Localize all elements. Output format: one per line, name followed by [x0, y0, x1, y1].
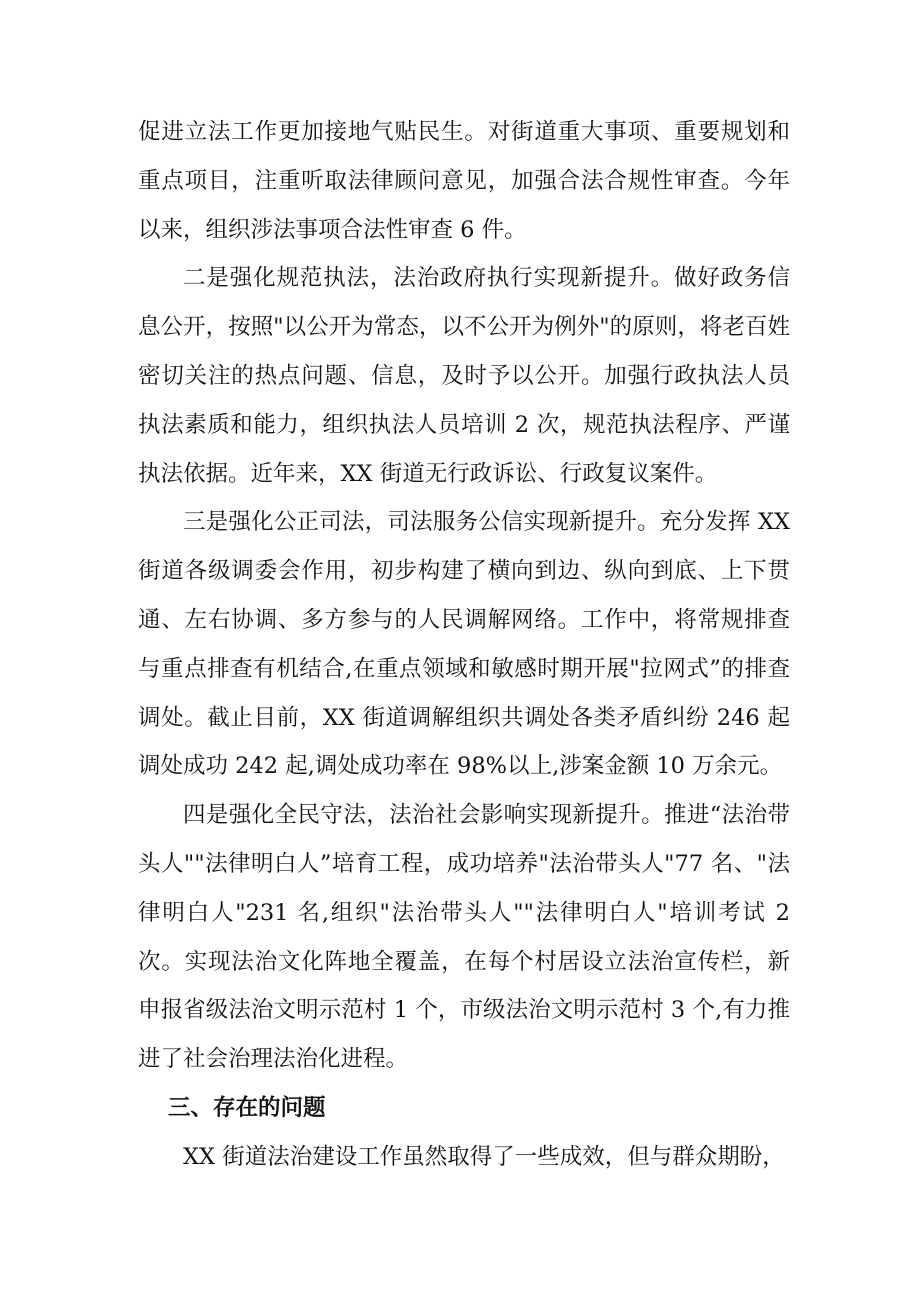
paragraph-law-enforcement: 二是强化规范执法，法治政府执行实现新提升。做好政务信息公开，按照"以公开为常态，以不公开为例外"的原则，将老百姓密切关注的热点问题、信息，及时予以公开。加强行政执法人员执法素质和能力，组织执法人员培训 2 次，规范执法程序、严谨执法依据。近年来，XX 街道无行政诉讼、行政复议案件。: [138, 265, 790, 487]
document-body: [138, 108, 790, 1182]
paragraph-continuation: 促进立法工作更加接地气贴民生。对街道重大事项、重要规划和重点项目，注重听取法律顾问意见，加强合法合规性审查。今年以来，组织涉法事项合法性审查 6 件。: [138, 119, 790, 243]
paragraph-judicial-justice: 三是强化公正司法，司法服务公信实现新提升。充分发挥 XX 街道各级调委会作用，初步构建了横向到边、纵向到底、上下贯通、左右协调、多方参与的人民调解网络。工作中，将常规排查与重点排查有机结合,在重点领域和敏感时期开展"拉网式”的排查调处。截止目前，XX 街道调解组织共调处各类矛盾纠纷 246 起调处成功 242 起,调处成功率在 98%以上,涉案金额 10 万余元。: [138, 509, 790, 780]
paragraph-law-abiding: 四是强化全民守法，法治社会影响实现新提升。推进“法治带头人""法律明白人”培育工程，成功培养"法治带头人"77 名、"法律明白人"231 名,组织"法治带头人""法律明白人"培训考试 2 次。实现法治文化阵地全覆盖，在每个村居设立法治宣传栏，新申报省级法治文明示范村 1 个，市级法治文明示范村 3 个,有力推进了社会治理法治化进程。: [138, 802, 790, 1073]
paragraph-problems-intro: XX 街道法治建设工作虽然取得了一些成效，但与群众期盼，: [183, 1143, 785, 1170]
section-heading-problems: 三、存在的问题: [168, 1094, 326, 1121]
